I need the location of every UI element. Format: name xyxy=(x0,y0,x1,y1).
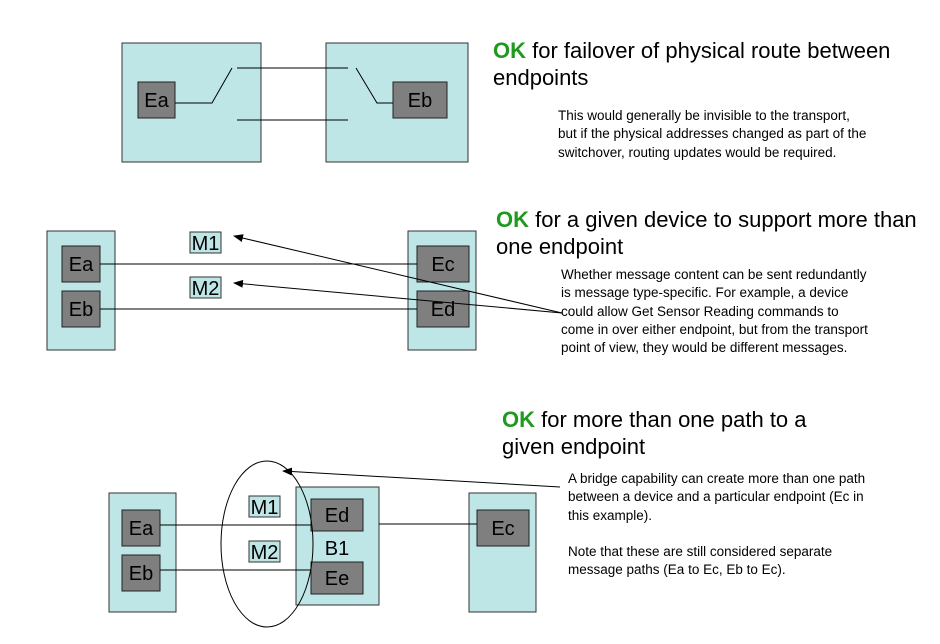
note-line: between a device and a particular endpoint (Ec in xyxy=(568,489,864,505)
note-line xyxy=(568,525,865,543)
note-line: this example). xyxy=(568,507,653,523)
note-line: A bridge capability can create more than one path xyxy=(568,471,866,486)
scenario3-diagram xyxy=(109,461,560,627)
heading-text-continued: endpoints xyxy=(493,65,589,90)
note-line: Whether message content can be sent redundantly xyxy=(561,267,867,282)
heading-text: for more than one path to a xyxy=(535,407,807,432)
endpoint-ee-label: Ee xyxy=(324,568,350,590)
heading-text-continued: given endpoint xyxy=(502,434,646,459)
note-line: message paths (Ea to Ec, Eb to Ec). xyxy=(568,562,786,578)
endpoint-ec-label: Ec xyxy=(491,518,515,540)
scenario2-heading xyxy=(496,206,917,260)
note-line: but if the physical addresses changed as part of the xyxy=(558,126,867,142)
endpoint-ea-label: Ea xyxy=(144,90,169,112)
heading-text: for failover of physical route between xyxy=(526,38,891,63)
bridge-label: B1 xyxy=(324,538,350,560)
scenario1-note xyxy=(558,107,866,162)
endpoint-eb-label: Eb xyxy=(407,90,433,112)
endpoint-ed-label: Ed xyxy=(430,299,456,321)
note-line: come in over either endpoint, but from the transport xyxy=(561,321,868,337)
note-line: is message type-specific. For example, a device xyxy=(561,285,849,301)
endpoint-eb-label: Eb xyxy=(68,299,94,321)
message-m1-label: M1 xyxy=(191,233,220,255)
endpoint-ec-label: Ec xyxy=(431,254,455,276)
note-line: could allow Get Sensor Reading commands to xyxy=(561,303,839,319)
scenario2-diagram xyxy=(47,231,562,350)
endpoint-eb-label: Eb xyxy=(128,563,154,585)
scenario1-diagram xyxy=(122,43,468,162)
message-m2-label: M2 xyxy=(250,542,279,564)
endpoint-ea-label: Ea xyxy=(68,254,94,276)
scenario3-note xyxy=(568,470,865,580)
endpoint-ed-label: Ed xyxy=(324,505,350,527)
message-m1-label: M1 xyxy=(250,497,279,519)
callout-arrow-paths xyxy=(283,471,560,487)
ok-label: OK xyxy=(493,38,526,63)
message-m2-label: M2 xyxy=(191,278,220,300)
endpoint-ea-label: Ea xyxy=(128,518,154,540)
note-line: point of view, they would be different messages. xyxy=(561,340,848,356)
ok-label: OK xyxy=(496,207,529,232)
note-line: Note that these are still considered separate xyxy=(568,544,833,560)
scenario3-heading xyxy=(502,406,807,460)
scenario1-heading xyxy=(493,37,890,91)
heading-text: for a given device to support more than xyxy=(529,207,917,232)
heading-text-continued: one endpoint xyxy=(496,234,624,259)
ok-label: OK xyxy=(502,407,535,432)
scenario2-note xyxy=(561,266,868,357)
note-line: This would generally be invisible to the transport, xyxy=(558,108,850,123)
note-line: switchover, routing updates would be required. xyxy=(558,144,837,160)
